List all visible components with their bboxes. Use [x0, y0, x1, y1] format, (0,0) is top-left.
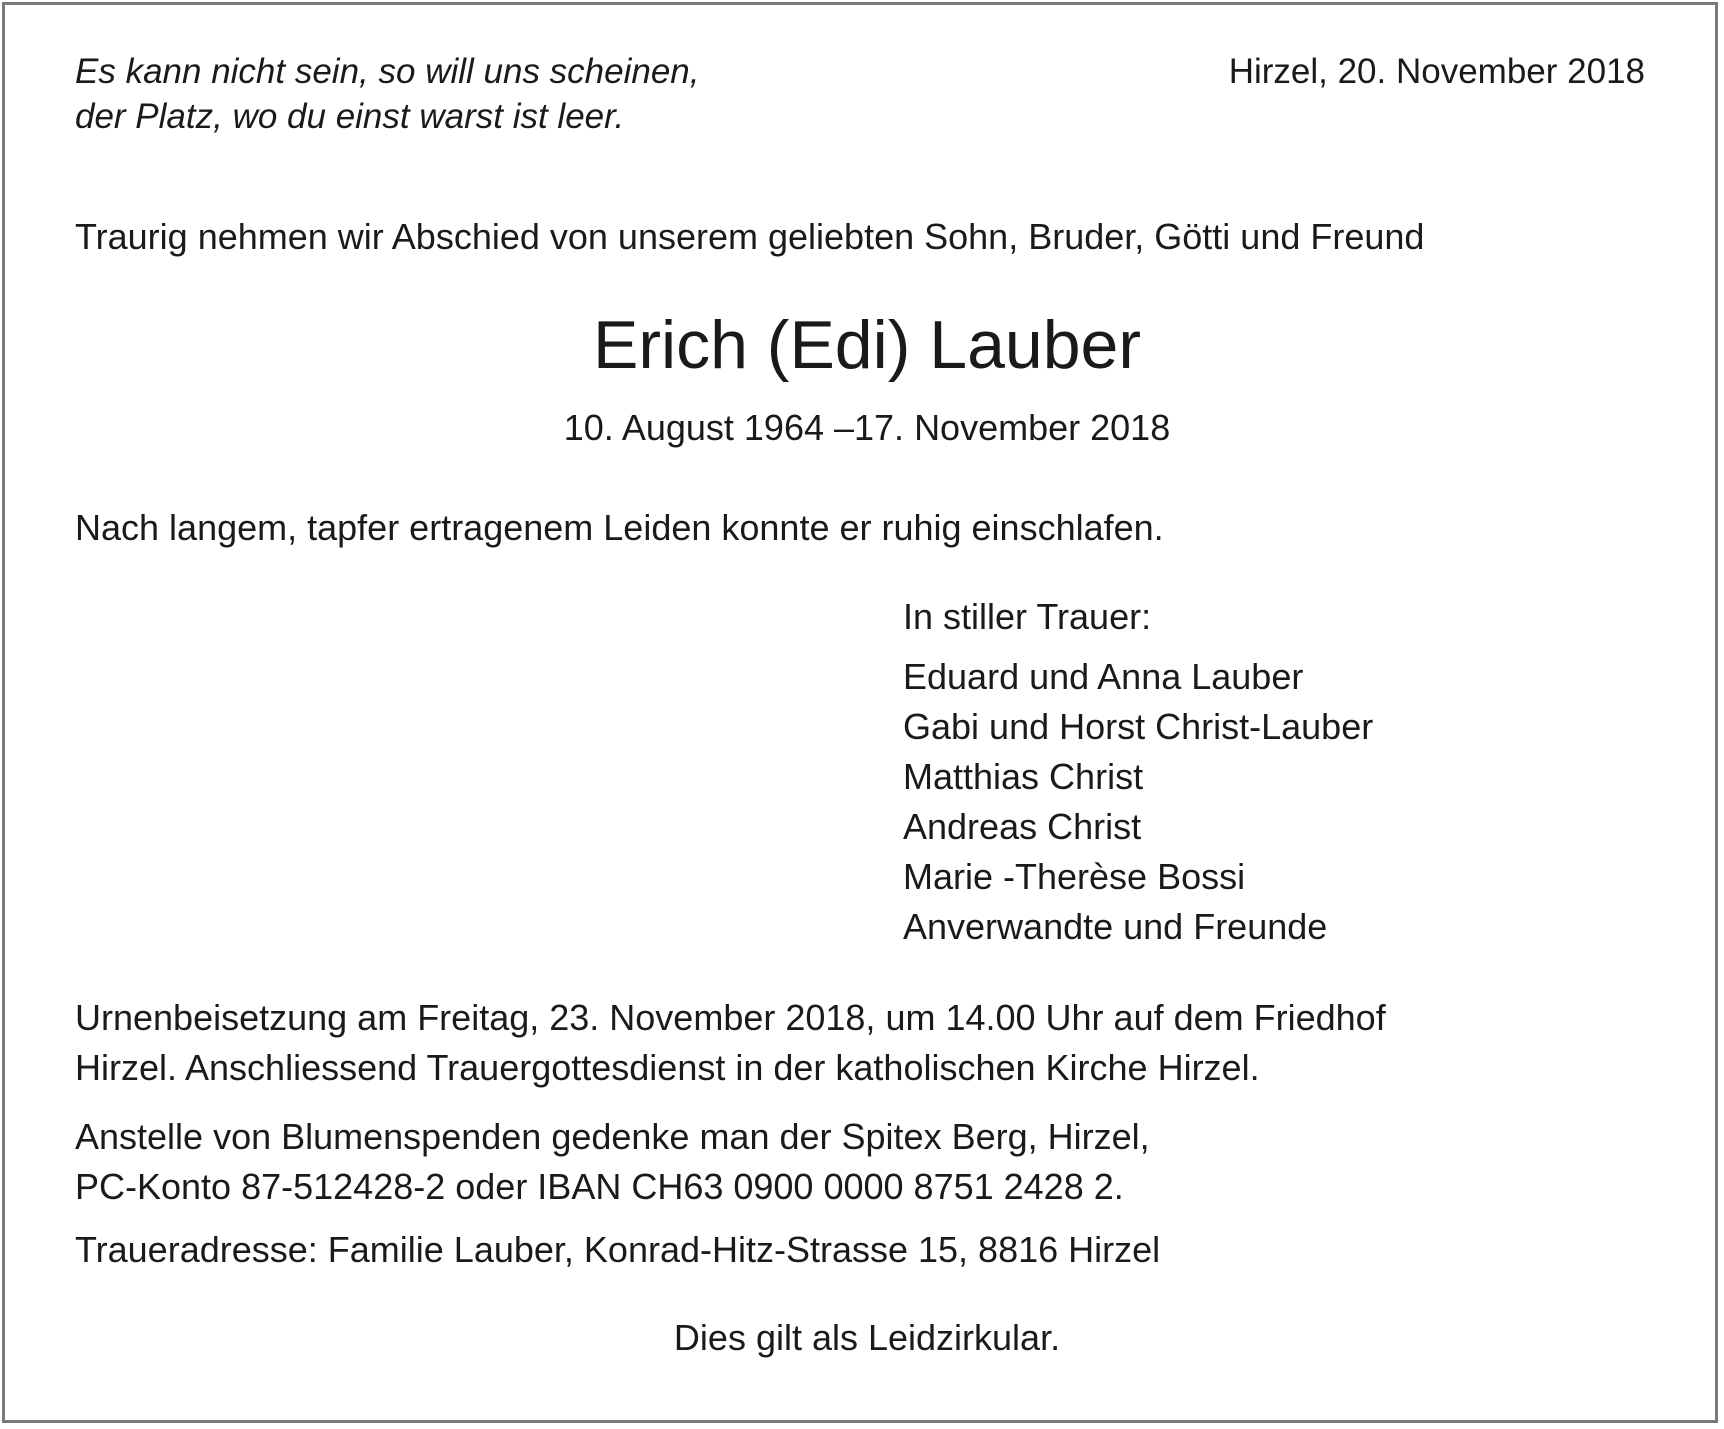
list-item: Andreas Christ: [903, 806, 1142, 847]
life-dates: 10. August 1964 –17. November 2018: [563, 407, 1171, 448]
mourners-list: [903, 652, 1373, 952]
list-item: Matthias Christ: [903, 756, 1144, 797]
mourners-block: [903, 592, 1373, 952]
service-info: [75, 993, 1675, 1093]
passing-note: Nach langem, tapfer ertragenem Leiden konnte er ruhig einschlafen.: [75, 507, 1164, 548]
circular-note: Dies gilt als Leidzirkular.: [673, 1317, 1061, 1358]
list-item: Anverwandte und Freunde: [903, 906, 1328, 947]
service-line: Hirzel. Anschliessend Trauergottesdienst in der katholischen Kirche Hirzel.: [75, 1047, 1260, 1088]
farewell-intro: Traurig nehmen wir Abschied von unserem geliebten Sohn, Bruder, Götti und Freund: [75, 216, 1425, 257]
mourning-address: Traueradresse: Familie Lauber, Konrad-Hitz-Strasse 15, 8816 Hirzel: [75, 1229, 1161, 1270]
quote-line: der Platz, wo du einst warst ist leer.: [75, 97, 625, 136]
place-and-date: Hirzel, 20. November 2018: [1228, 52, 1645, 91]
list-item: Marie -Therèse Bossi: [903, 856, 1246, 897]
donation-line: PC-Konto 87-512428-2 oder IBAN CH63 0900 0000 8751 2428 2.: [75, 1166, 1124, 1207]
obituary-notice: [2, 2, 1718, 1423]
service-line: Urnenbeisetzung am Freitag, 23. November 2018, um 14.00 Uhr auf dem Friedhof: [75, 997, 1386, 1038]
quote-line: Es kann nicht sein, so will uns scheinen,: [75, 52, 700, 91]
list-item: Gabi und Horst Christ-Lauber: [903, 706, 1374, 747]
list-item: Eduard und Anna Lauber: [903, 656, 1304, 697]
mourners-heading: In stiller Trauer:: [903, 596, 1152, 637]
donation-info: [75, 1112, 1675, 1212]
donation-line: Anstelle von Blumenspenden gedenke man der Spitex Berg, Hirzel,: [75, 1116, 1150, 1157]
memorial-quote: [75, 49, 700, 139]
deceased-name: Erich (Edi) Lauber: [592, 307, 1142, 383]
